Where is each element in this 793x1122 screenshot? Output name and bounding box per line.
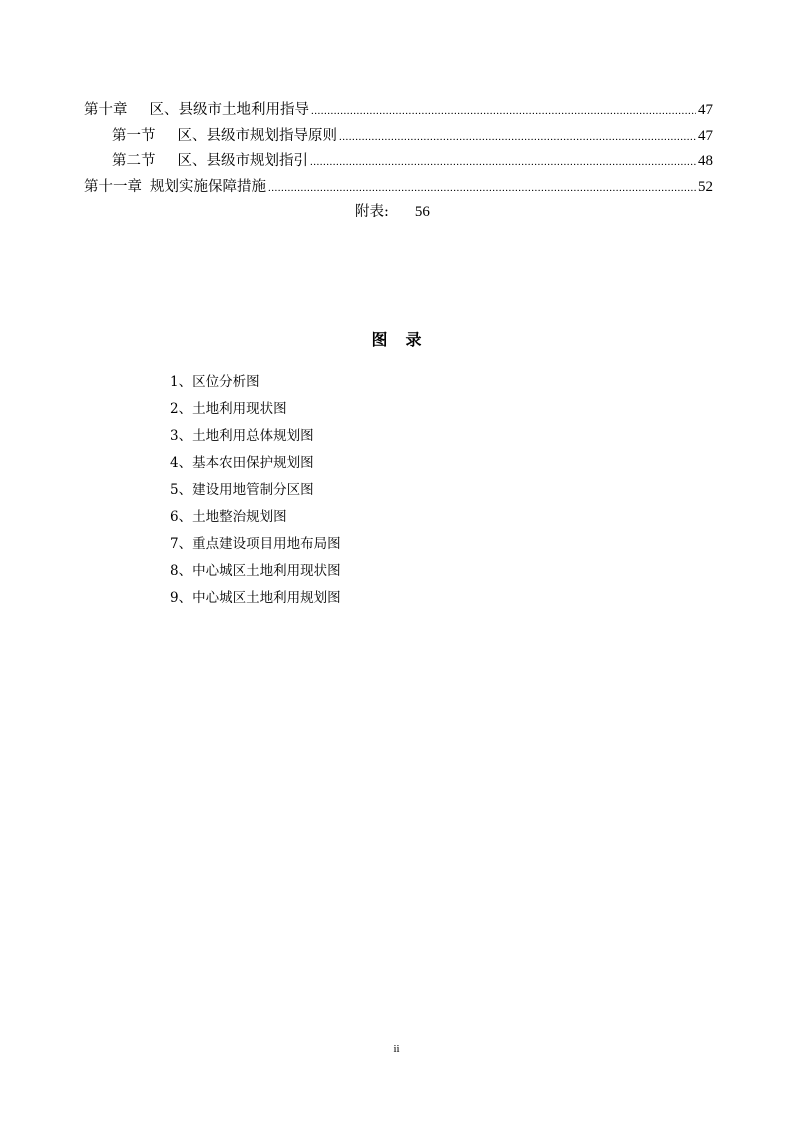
figure-list-item[interactable]: 2、土地利用现状图 [170, 401, 287, 417]
toc-entry-section-2[interactable] [84, 149, 713, 175]
toc-entry-title: 区、县级市规划指导原则 [177, 127, 337, 144]
appendix-page: 56 [414, 204, 430, 220]
figure-list-item[interactable]: 5、建设用地管制分区图 [170, 482, 314, 498]
toc-entry-number: 第二节 [112, 153, 156, 169]
toc-entry-section-1[interactable] [84, 124, 713, 150]
toc-leader-dots [339, 131, 696, 143]
figures-list-title: 图录 [371, 330, 440, 349]
figure-list-item[interactable]: 9、中心城区土地利用规划图 [170, 590, 341, 606]
toc-entry-label [112, 149, 308, 170]
toc-entry-number: 第一节 [112, 127, 156, 144]
toc-leader-dots [268, 182, 696, 194]
toc-entry-label [84, 98, 309, 119]
table-of-contents [84, 98, 713, 200]
toc-entry-label [84, 175, 266, 196]
toc-entry-label [112, 124, 337, 145]
toc-appendix-entry[interactable] [355, 200, 430, 221]
figure-list-item[interactable]: 1、区位分析图 [170, 374, 260, 390]
figure-list-item[interactable]: 8、中心城区土地利用现状图 [170, 563, 341, 579]
toc-entry-title: 区、县级市土地利用指导 [149, 102, 309, 118]
toc-entry-page: 52 [698, 178, 713, 195]
toc-entry-number: 第十章 [84, 102, 128, 118]
toc-leader-dots [310, 156, 696, 168]
figure-list-item[interactable]: 3、土地利用总体规划图 [170, 428, 314, 444]
page-number: ii [393, 1043, 400, 1055]
toc-entry-chapter-11[interactable] [84, 175, 713, 201]
toc-entry-number: 第十一章 [84, 178, 142, 195]
figure-list-item[interactable]: 4、基本农田保护规划图 [170, 455, 314, 471]
toc-entry-title: 规划实施保障措施 [150, 178, 266, 195]
figures-list [170, 373, 341, 616]
toc-leader-dots [311, 105, 696, 117]
toc-entry-chapter-10[interactable] [84, 98, 713, 124]
toc-entry-page: 48 [698, 153, 713, 169]
figure-list-item[interactable]: 6、土地整治规划图 [170, 509, 287, 525]
toc-entry-page: 47 [698, 102, 713, 118]
figure-list-item[interactable]: 7、重点建设项目用地布局图 [170, 536, 341, 552]
toc-entry-page: 47 [698, 127, 713, 144]
appendix-label: 附表: [355, 204, 389, 220]
toc-entry-title: 区、县级市规划指引 [177, 153, 308, 169]
